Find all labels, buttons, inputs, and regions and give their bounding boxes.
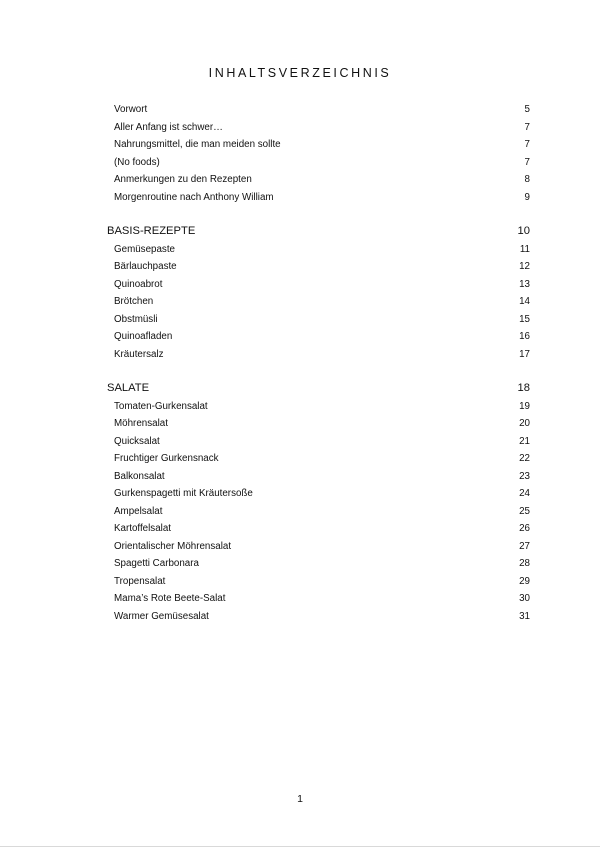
toc-entry[interactable] <box>0 520 600 538</box>
toc-entry[interactable] <box>0 258 600 276</box>
toc-entry-page: 29 <box>519 575 530 587</box>
toc-entry-label: Kräutersalz <box>114 348 164 360</box>
toc-entry-page: 7 <box>524 156 530 168</box>
toc-entry-label: Möhrensalat <box>114 418 168 429</box>
toc-entry-page: 19 <box>519 400 530 412</box>
toc-entry-label: Mama’s Rote Beete-Salat <box>114 593 226 604</box>
toc-entry[interactable] <box>0 590 600 608</box>
toc-entry-page: 9 <box>524 191 530 203</box>
toc-entry-label: Bärlauchpaste <box>114 261 177 272</box>
toc-entry[interactable] <box>0 415 600 433</box>
toc-entry-page: 20 <box>519 418 530 429</box>
toc-section-page: 10 <box>517 225 530 237</box>
toc-entry-page: 31 <box>519 610 530 622</box>
toc-entry[interactable] <box>0 485 600 503</box>
toc-entry-label: Nahrungsmittel, die man meiden sollte <box>114 139 281 150</box>
toc-entry-label: Quinoabrot <box>114 278 163 290</box>
toc-entry-label: Kartoffelsalat <box>114 523 172 534</box>
toc-entry[interactable] <box>0 189 600 207</box>
toc-entry-label: Tomaten-Gurkensalat <box>114 400 208 412</box>
toc-section-heading[interactable] <box>0 223 600 241</box>
toc-entry-label: Balkonsalat <box>114 470 165 482</box>
toc-entry-label: Quicksalat <box>114 435 160 447</box>
toc-entry[interactable] <box>0 241 600 259</box>
toc-entry-label: Fruchtiger Gurkensnack <box>114 453 219 464</box>
toc-entry-label: Brötchen <box>114 296 154 307</box>
toc-entry-label: Ampelsalat <box>114 505 163 517</box>
toc-section-label: SALATE <box>107 382 150 394</box>
toc-entry[interactable] <box>0 398 600 416</box>
toc-entry-page: 5 <box>524 104 530 115</box>
toc-entry-page: 7 <box>524 139 530 150</box>
toc-entry[interactable] <box>0 608 600 626</box>
toc-entry[interactable] <box>0 555 600 573</box>
toc-entry-page: 30 <box>519 593 530 604</box>
toc-entry[interactable] <box>0 136 600 154</box>
toc-title: INHALTSVERZEICHNIS <box>208 66 392 80</box>
toc-entry-page: 24 <box>519 488 530 499</box>
toc-entry-page: 23 <box>519 470 530 482</box>
toc-entry[interactable] <box>0 154 600 172</box>
page-number: 1 <box>297 793 303 805</box>
toc-entry-page: 12 <box>519 261 530 272</box>
toc-entry-page: 17 <box>519 348 530 360</box>
toc-entry[interactable] <box>0 119 600 137</box>
toc-entry-label: Gurkenspagetti mit Kräutersoße <box>114 488 253 499</box>
toc-entry-page: 22 <box>519 453 530 464</box>
toc-entry-label: Morgenroutine nach Anthony William <box>114 191 274 203</box>
toc-entry[interactable] <box>0 276 600 294</box>
toc-entry-page: 27 <box>519 540 530 552</box>
toc-entry-page: 13 <box>519 278 530 290</box>
page-edge-divider <box>0 846 600 847</box>
toc-entry[interactable] <box>0 171 600 189</box>
toc-entry-label: Obstmüsli <box>114 313 158 325</box>
toc-entry[interactable] <box>0 503 600 521</box>
section-spacer <box>0 363 600 380</box>
toc-entry-page: 26 <box>519 523 530 534</box>
toc-section-page: 18 <box>517 382 530 394</box>
toc-entry[interactable] <box>0 293 600 311</box>
toc-entry-page: 7 <box>524 121 530 133</box>
toc-entry-label: Gemüsepaste <box>114 243 175 255</box>
toc-entry-page: 8 <box>524 174 530 185</box>
toc-entry[interactable] <box>0 311 600 329</box>
toc-entry-page: 25 <box>519 505 530 517</box>
toc-entry-label: (No foods) <box>114 156 160 168</box>
toc-entry-label: Tropensalat <box>114 575 166 587</box>
toc-entry-page: 11 <box>519 243 530 255</box>
toc-section-label: BASIS-REZEPTE <box>107 225 196 237</box>
toc-entry-label: Quinoafladen <box>114 331 173 342</box>
toc-entry-label: Aller Anfang ist schwer… <box>114 121 223 133</box>
toc-entry[interactable] <box>0 573 600 591</box>
toc-entry-label: Vorwort <box>114 104 148 115</box>
toc-entry-page: 21 <box>519 435 530 447</box>
toc-entry-page: 16 <box>519 331 530 342</box>
toc-entry-label: Warmer Gemüsesalat <box>114 610 209 622</box>
toc-entry-page: 14 <box>519 296 530 307</box>
toc-entry-page: 28 <box>519 558 530 569</box>
toc-entry-page: 15 <box>519 313 530 325</box>
toc-entry[interactable] <box>0 450 600 468</box>
toc-entry[interactable] <box>0 328 600 346</box>
toc-entry[interactable] <box>0 468 600 486</box>
toc-section-heading[interactable] <box>0 380 600 398</box>
section-spacer <box>0 206 600 223</box>
toc-entry-label: Spagetti Carbonara <box>114 558 199 569</box>
toc-entry-label: Orientalischer Möhrensalat <box>114 540 232 552</box>
toc-entry[interactable] <box>0 101 600 119</box>
table-of-contents <box>0 101 600 625</box>
toc-entry[interactable] <box>0 538 600 556</box>
toc-entry-label: Anmerkungen zu den Rezepten <box>114 174 252 185</box>
toc-entry[interactable] <box>0 346 600 364</box>
toc-entry[interactable] <box>0 433 600 451</box>
